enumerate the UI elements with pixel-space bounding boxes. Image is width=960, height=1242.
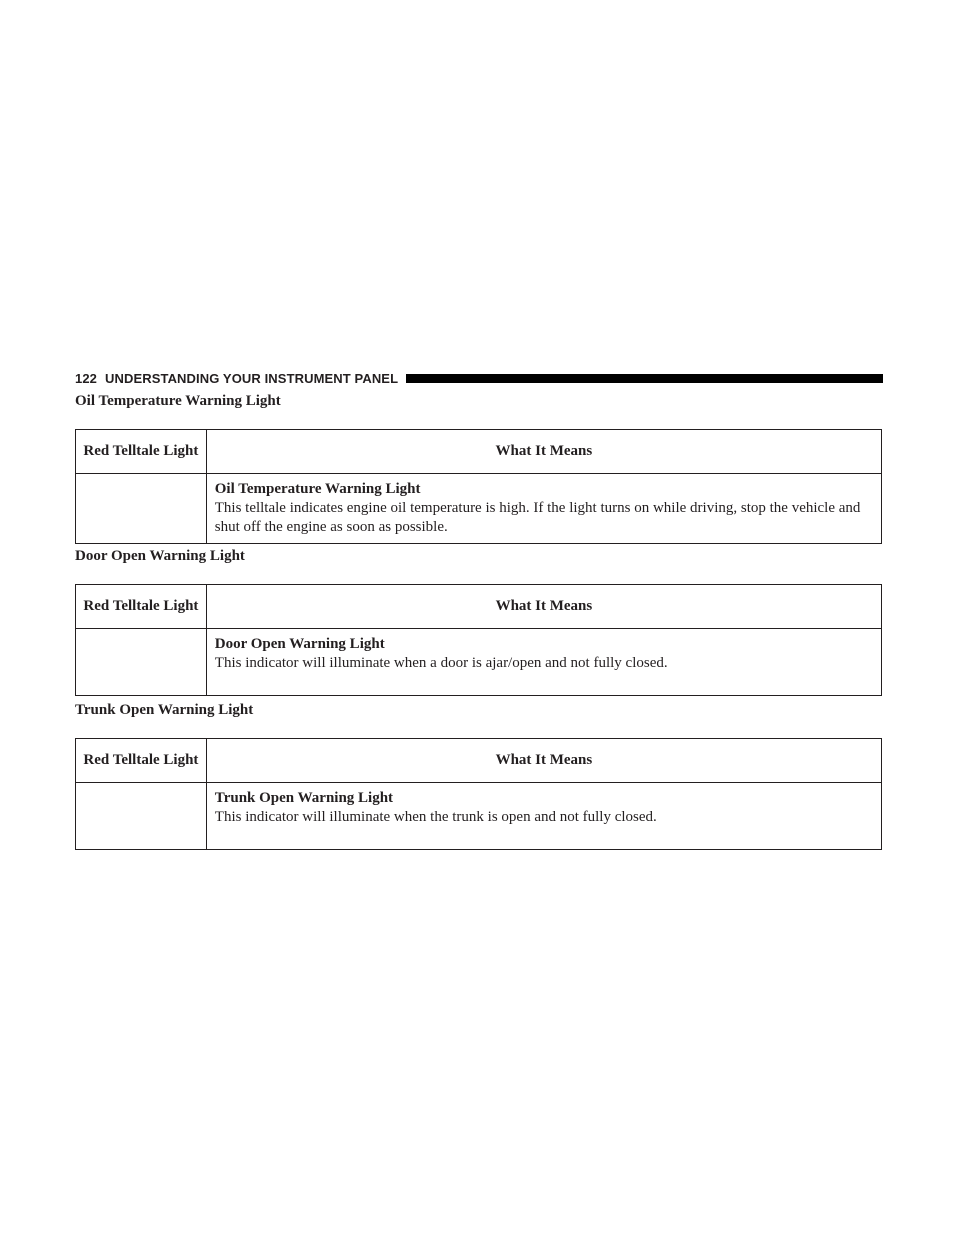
telltale-table-trunk-open	[75, 738, 882, 850]
column-header-meaning: What It Means	[206, 430, 881, 474]
telltale-icon-cell	[76, 783, 207, 850]
table-header-row	[76, 585, 882, 629]
table-row	[76, 629, 882, 696]
telltale-table-oil-temperature	[75, 429, 882, 544]
entry-description: This indicator will illuminate when the trunk is open and not fully closed.	[214, 809, 657, 825]
chapter-title: UNDERSTANDING YOUR INSTRUMENT PANEL	[105, 370, 399, 386]
column-header-meaning: What It Means	[206, 739, 881, 783]
entry-title: Oil Temperature Warning Light	[214, 481, 421, 497]
meaning-cell	[206, 783, 881, 850]
telltale-icon-cell	[76, 629, 207, 696]
entry-title: Door Open Warning Light	[214, 636, 385, 652]
column-header-telltale: Red Telltale Light	[76, 585, 207, 629]
column-header-telltale: Red Telltale Light	[76, 739, 207, 783]
entry-description: This indicator will illuminate when a door is ajar/open and not fully closed.	[214, 655, 668, 671]
column-header-meaning: What It Means	[206, 585, 881, 629]
header-rule	[406, 374, 883, 383]
table-header-row	[76, 739, 882, 783]
meaning-cell	[206, 629, 881, 696]
meaning-cell	[206, 474, 881, 544]
entry-title: Trunk Open Warning Light	[214, 790, 394, 806]
page-number: 122	[75, 370, 97, 386]
telltale-table-door-open	[75, 584, 882, 696]
section-heading-trunk-open: Trunk Open Warning Light	[75, 702, 254, 718]
table-header-row	[76, 430, 882, 474]
page-header	[75, 368, 883, 388]
table-row	[76, 474, 882, 544]
entry-description: This telltale indicates engine oil temperature is high. If the light turns on while driving, stop the vehicle and shut off the engine as soon as possible.	[214, 500, 861, 535]
column-header-telltale: Red Telltale Light	[76, 430, 207, 474]
section-heading-door-open: Door Open Warning Light	[75, 548, 245, 564]
telltale-icon-cell	[76, 474, 207, 544]
table-row	[76, 783, 882, 850]
section-heading-oil-temperature: Oil Temperature Warning Light	[75, 393, 281, 409]
